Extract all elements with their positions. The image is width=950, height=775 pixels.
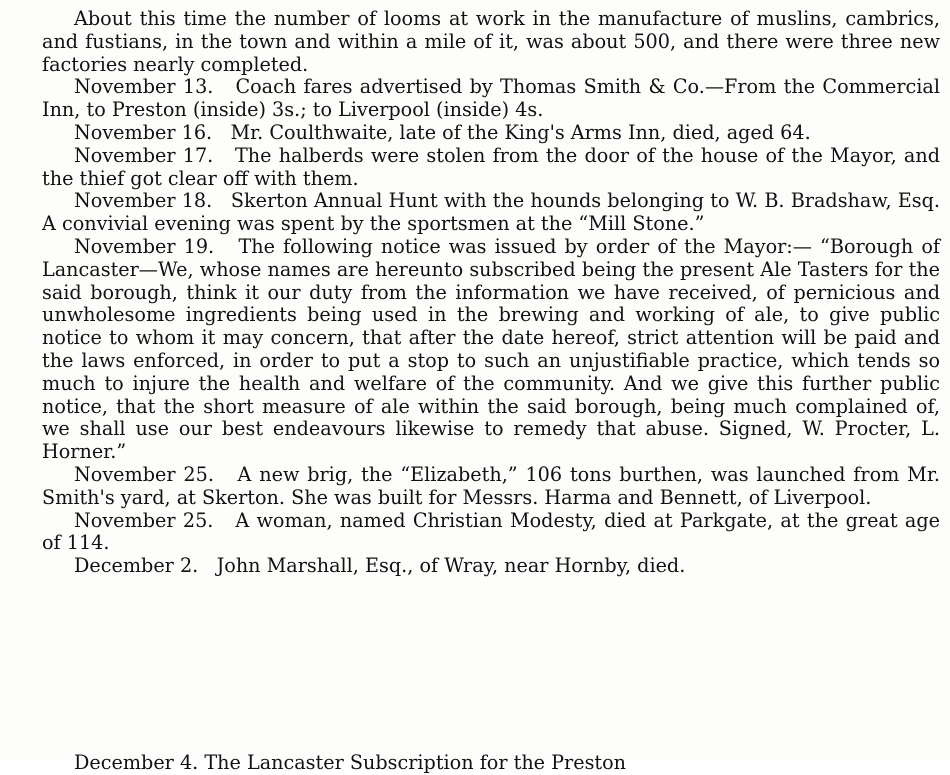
entry-date: November 19. [74,234,215,258]
entry-text: About this time the number of looms at work in the manufacture of muslins, cambrics, and fustians, in the town and within a mile of it, was about 500, and there were three new factories nearly completed. [42,7,940,76]
entry-date: November 25. [74,462,214,486]
entry-nov-17 [42,145,940,191]
entry-nov-16 [42,122,940,145]
entry-dec-2 [42,555,940,578]
text-column [42,8,940,578]
entry-text: Mr. Coulthwaite, late of the King's Arms Inn, died, aged 64. [230,120,811,144]
entry-nov-25-modesty [42,510,940,556]
entry-looms [42,8,940,76]
entry-text: Coach fares advertised by Thomas Smith & Co.—From the Commercial Inn, to Preston (inside) 3s.; to Liverpool (inside) 4s. [42,75,940,122]
entry-text: John Marshall, Esq., of Wray, near Hornby, died. [216,554,686,578]
entry-nov-18 [42,190,940,236]
entry-nov-13 [42,76,940,122]
entry-date: December 2. [74,554,199,578]
entry-date: November 17. [74,143,214,167]
cut-off-line [42,751,940,774]
entry-text: Skerton Annual Hunt with the hounds belonging to W. B. Bradshaw, Esq. A convivial evening was spent by the sportsmen at the “Mill Stone.” [42,189,940,236]
entry-text: The following notice was issued by order of the Mayor:— “Borough of Lancaster—We, whose names are hereunto subscribed being the present Ale Tasters for the said borough, think it our duty from the information we have received, of pernicious and unwholesome ingredients being used in the brewing and working of ale, to give public notice to whom it may concern, that after the date hereof, strict attention will be paid and the laws enforced, in order to put a stop to such an unjustifiable practice, which tends so much to injure the health and welfare of the community. And we give this further public notice, that the short measure of ale within the said borough, being much complained of, we shall use our best endeavours likewise to remedy that abuse. Signed, W. Procter, L. Horner.” [42,234,940,464]
entry-nov-25-brig [42,464,940,510]
entry-date: November 18. [74,189,213,213]
entry-text: A new brig, the “Elizabeth,” 106 tons burthen, was launched from Mr. Smith's yard, at Skerton. She was built for Messrs. Harma and Bennett, of Liverpool. [42,462,940,509]
entry-date: November 13. [74,75,214,99]
entry-text: A woman, named Christian Modesty, died at Parkgate, at the great age of 114. [42,508,940,555]
entry-text: The halberds were stolen from the door of the house of the Mayor, and the thief got clear off with them. [42,143,941,190]
entry-date: November 16. [74,120,213,144]
entry-date: November 25. [74,508,214,532]
entry-nov-19 [42,236,940,464]
cut-off-text: December 4. The Lancaster Subscription for the Preston [74,751,627,774]
